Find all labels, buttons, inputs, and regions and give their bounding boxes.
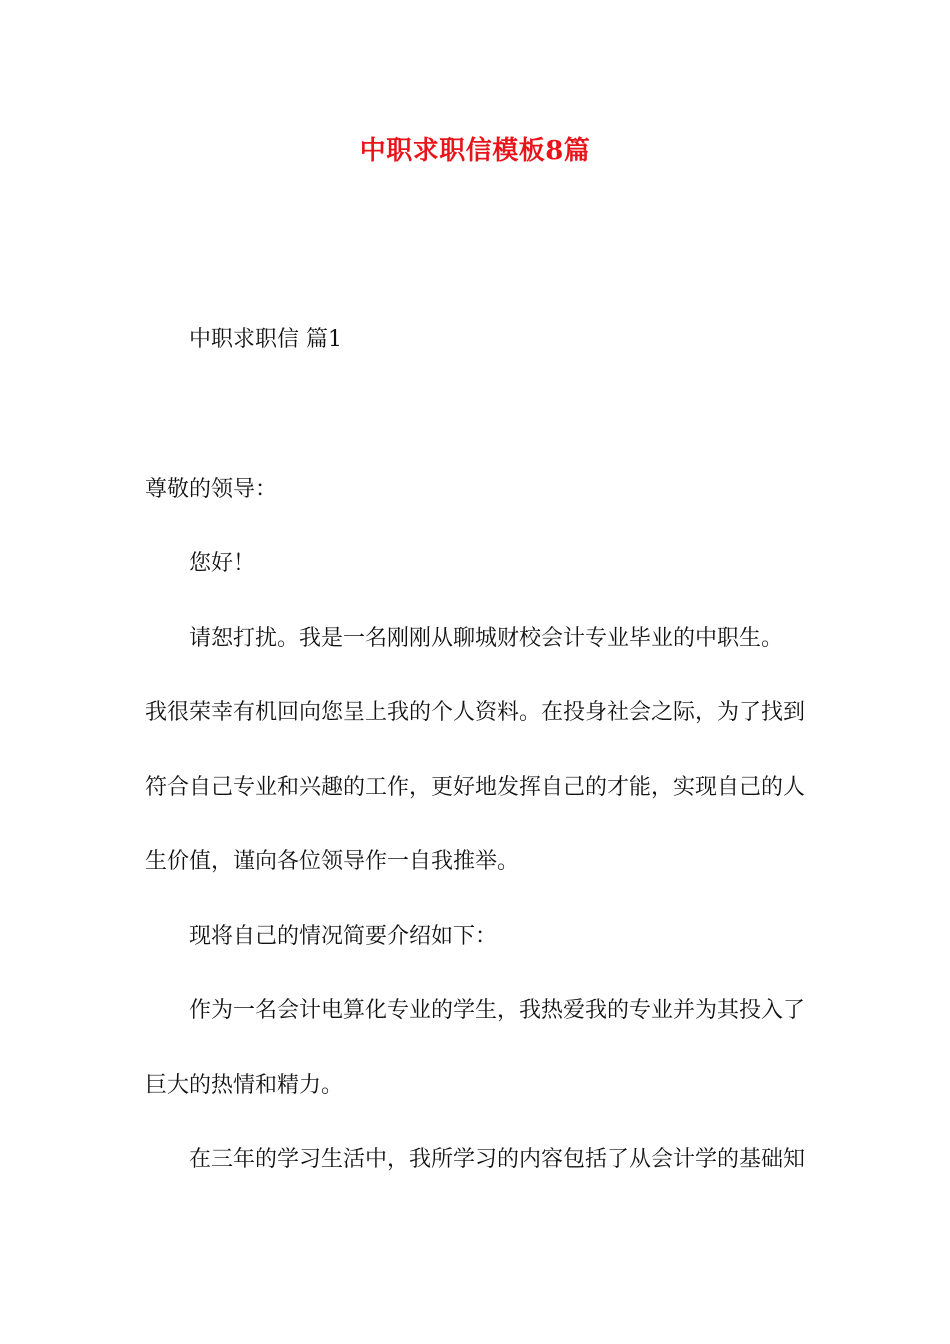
paragraph-line: 我很荣幸有机回向您呈上我的个人资料。在投身社会之际，为了找到 — [145, 700, 806, 725]
paragraph-line: 生价值，谨向各位领导作一自我推举。 — [145, 849, 520, 874]
document-title: 中职求职信模板8篇 — [359, 136, 591, 166]
paragraph-line: 符合自己专业和兴趣的工作，更好地发挥自己的才能，实现自己的人 — [145, 775, 806, 800]
section-heading: 中职求职信 篇1 — [189, 327, 342, 352]
paragraph-line: 巨大的热情和精力。 — [145, 1073, 344, 1098]
paragraph-line: 现将自己的情况简要介绍如下： — [189, 924, 498, 949]
salutation: 尊敬的领导： — [145, 477, 278, 502]
paragraph-line: 在三年的学习生活中，我所学习的内容包括了从会计学的基础知 — [189, 1147, 806, 1172]
paragraph-line: 请恕打扰。我是一名刚刚从聊城财校会计专业毕业的中职生。 — [189, 626, 784, 651]
greeting: 您好！ — [189, 551, 256, 576]
paragraph-line: 作为一名会计电算化专业的学生，我热爱我的专业并为其投入了 — [189, 998, 806, 1023]
